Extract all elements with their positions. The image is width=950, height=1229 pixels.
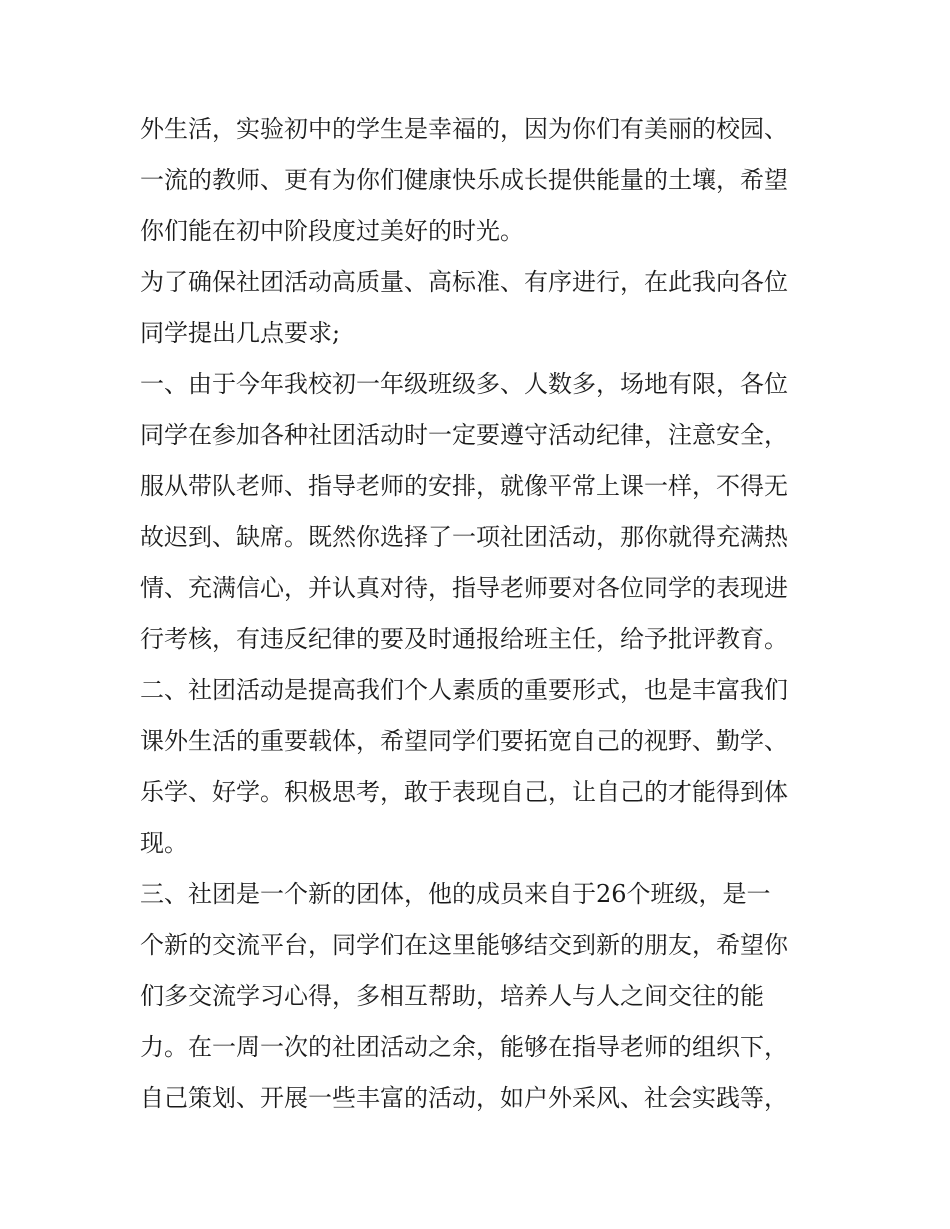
text-line-16: 三、社团是一个新的团体，他的成员来自于26个班级，是一 [140, 880, 771, 908]
text-line-7: 同学在参加各种社团活动时一定要遵守活动纪律，注意安全， [140, 421, 788, 449]
text-line-8: 服从带队老师、指导老师的安排，就像平常上课一样，不得无 [140, 472, 788, 500]
text-line-20: 自己策划、开展一些丰富的活动，如户外采风、社会实践等， [140, 1084, 788, 1112]
text-line-9: 故迟到、缺席。既然你选择了一项社团活动，那你就得充满热 [140, 523, 788, 551]
text-line-18: 们多交流学习心得，多相互帮助，培养人与人之间交往的能 [140, 982, 764, 1010]
text-line-2: 一流的教师、更有为你们健康快乐成长提供能量的土壤，希望 [140, 166, 788, 194]
text-line-13: 课外生活的重要载体，希望同学们要拓宽自己的视野、勤学、 [140, 727, 788, 755]
text-line-5: 同学提出几点要求; [140, 319, 341, 347]
text-line-4: 为了确保社团活动高质量、高标准、有序进行，在此我向各位 [140, 268, 788, 296]
text-line-6: 一、由于今年我校初一年级班级多、人数多，场地有限，各位 [140, 370, 788, 398]
text-line-17: 个新的交流平台，同学们在这里能够结交到新的朋友，希望你 [140, 931, 788, 959]
text-line-11: 行考核，有违反纪律的要及时通报给班主任，给予批评教育。 [140, 625, 788, 653]
text-line-15: 现。 [140, 829, 188, 857]
text-line-19: 力。在一周一次的社团活动之余，能够在指导老师的组织下， [140, 1033, 788, 1061]
text-line-1: 外生活，实验初中的学生是幸福的，因为你们有美丽的校园、 [140, 115, 788, 143]
text-line-3: 你们能在初中阶段度过美好的时光。 [140, 217, 524, 245]
document-body [140, 104, 812, 1124]
text-line-10: 情、充满信心，并认真对待，指导老师要对各位同学的表现进 [140, 574, 788, 602]
text-line-14: 乐学、好学。积极思考，敢于表现自己，让自己的才能得到体 [140, 778, 788, 806]
text-line-12: 二、社团活动是提高我们个人素质的重要形式，也是丰富我们 [140, 676, 788, 704]
